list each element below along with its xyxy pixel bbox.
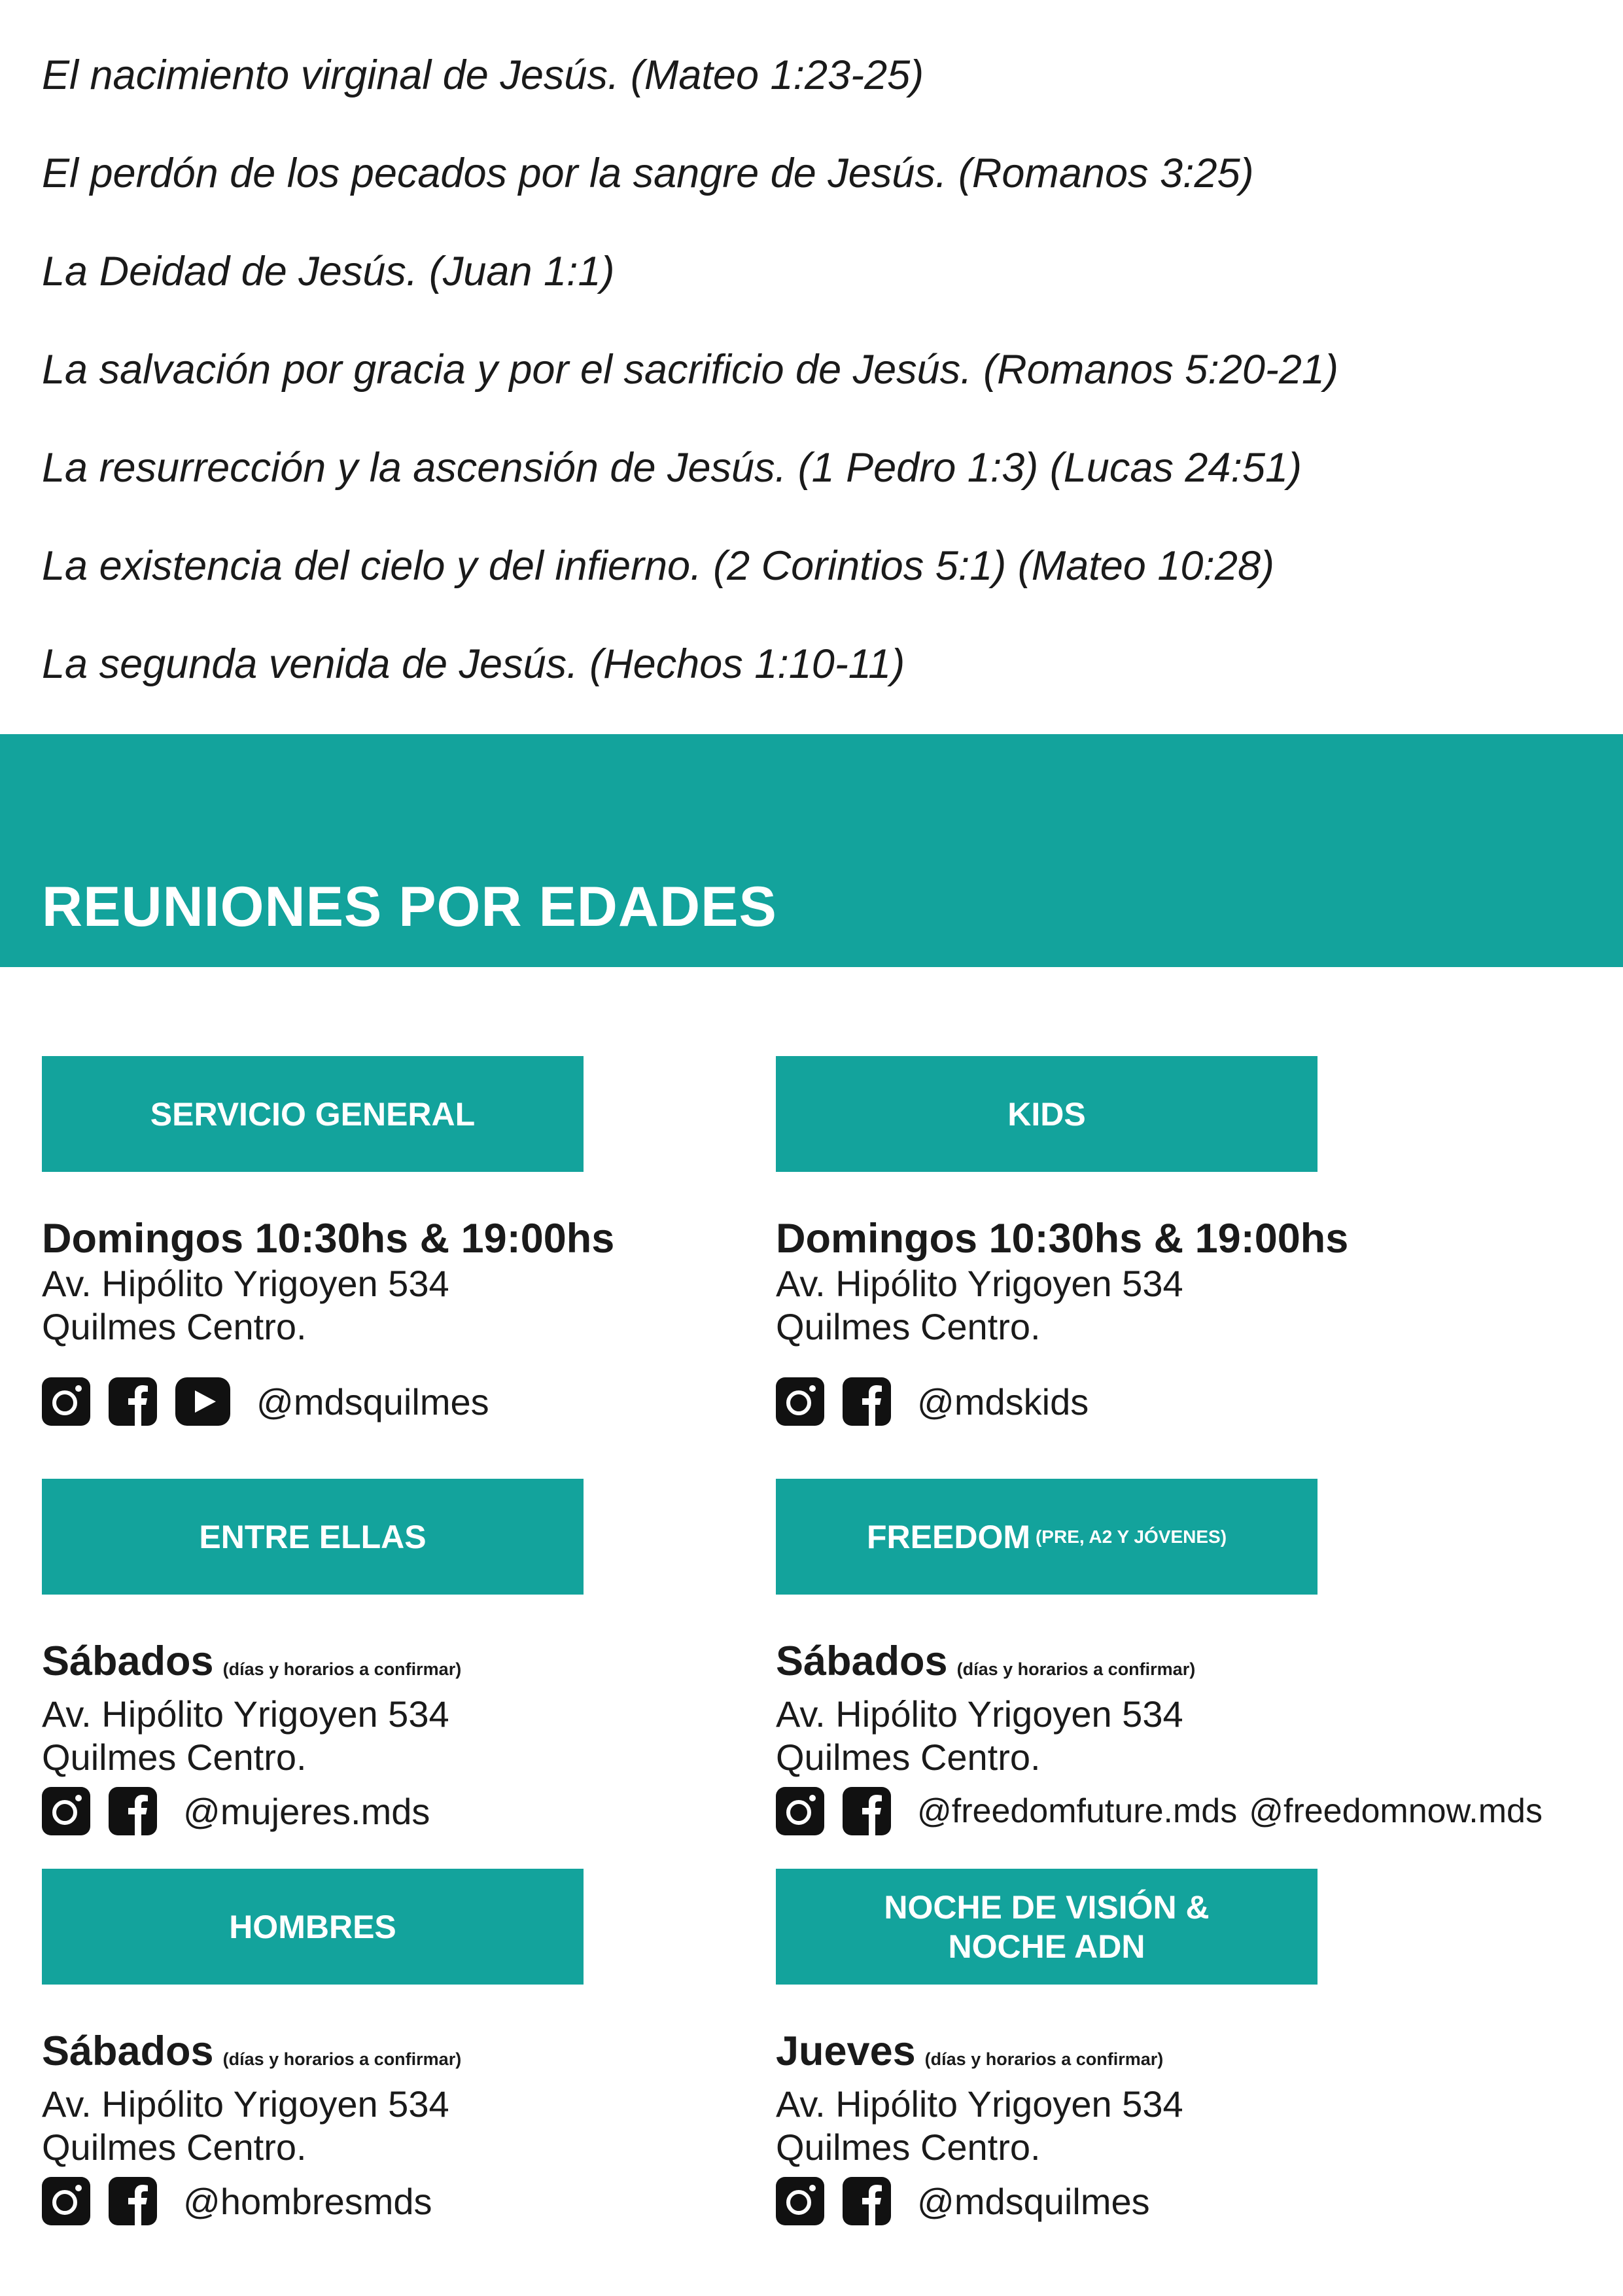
schedule-text [42, 1638, 892, 1693]
schedule-day: Sábados [42, 1638, 214, 1684]
social-links [42, 1377, 892, 1426]
schedule-day: Jueves [776, 2028, 916, 2074]
address-line: Av. Hipólito Yrigoyen 534 [776, 1693, 1183, 1735]
group-header [42, 1479, 584, 1595]
group-details [776, 1215, 1623, 1426]
instagram-icon[interactable] [776, 2177, 824, 2225]
beliefs-list [42, 26, 1546, 713]
schedule-text [776, 2028, 1623, 2083]
instagram-icon[interactable] [42, 2177, 90, 2225]
group-title: FREEDOM [866, 1518, 1030, 1555]
group-subtitle: (PRE, A2 Y JÓVENES) [1035, 1526, 1227, 1547]
instagram-icon[interactable] [42, 1787, 90, 1835]
group-details [776, 2028, 1623, 2225]
group-title: SERVICIO GENERAL [150, 1095, 476, 1133]
group-header [42, 1056, 584, 1172]
facebook-icon[interactable] [109, 1377, 157, 1426]
social-links [42, 2177, 892, 2225]
group-title: KIDS [1007, 1095, 1086, 1133]
address-line: Av. Hipólito Yrigoyen 534 [42, 1693, 449, 1735]
social-links [42, 1787, 892, 1835]
social-handle[interactable]: @mdskids [917, 1381, 1089, 1422]
belief-item: La segunda venida de Jesús. (Hechos 1:10-11) [42, 641, 905, 687]
social-handle[interactable]: @mdsquilmes [256, 1381, 489, 1422]
group-header [776, 1056, 1318, 1172]
belief-item: La Deidad de Jesús. (Juan 1:1) [42, 249, 615, 294]
address-line: Quilmes Centro. [42, 1737, 307, 1778]
address-line: Quilmes Centro. [42, 1306, 307, 1347]
address-line: Quilmes Centro. [42, 2127, 307, 2168]
schedule-note: (días y horarios a confirmar) [222, 2049, 462, 2069]
group-details [42, 1215, 892, 1426]
social-handle[interactable]: @freedomfuture.mds [917, 1792, 1238, 1830]
facebook-icon[interactable] [109, 2177, 157, 2225]
social-handle-secondary[interactable]: @freedomnow.mds [1249, 1792, 1543, 1830]
schedule-text [776, 1638, 1623, 1693]
facebook-icon[interactable] [843, 1787, 891, 1835]
social-links [776, 2177, 1623, 2225]
social-handle[interactable]: @mujeres.mds [183, 1790, 430, 1832]
address-line: Quilmes Centro. [776, 1306, 1041, 1347]
social-links [776, 1787, 1623, 1835]
address-line: Av. Hipólito Yrigoyen 534 [42, 2083, 449, 2125]
group-details [42, 1638, 892, 1835]
belief-item: La salvación por gracia y por el sacrificio de Jesús. (Romanos 5:20-21) [42, 347, 1338, 393]
belief-item: La existencia del cielo y del infierno. (2 Corintios 5:1) (Mateo 10:28) [42, 543, 1274, 589]
youtube-icon[interactable] [175, 1377, 230, 1426]
instagram-icon[interactable] [42, 1377, 90, 1426]
social-handle[interactable]: @mdsquilmes [917, 2180, 1150, 2222]
social-handle[interactable]: @hombresmds [183, 2180, 432, 2222]
address-line: Av. Hipólito Yrigoyen 534 [776, 2083, 1183, 2125]
group-title-line2: NOCHE ADN [948, 1928, 1145, 1965]
schedule-day: Sábados [42, 2028, 214, 2074]
address-line: Av. Hipólito Yrigoyen 534 [776, 1263, 1183, 1304]
schedule-note: (días y horarios a confirmar) [222, 1659, 462, 1679]
schedule-text: Domingos 10:30hs & 19:00hs [776, 1216, 1349, 1262]
group-header [776, 1479, 1318, 1595]
instagram-icon[interactable] [776, 1377, 824, 1426]
social-links [776, 1377, 1623, 1426]
belief-item: El nacimiento virginal de Jesús. (Mateo 1:23-25) [42, 52, 924, 98]
group-details [42, 2028, 892, 2225]
group-title: NOCHE DE VISIÓN & [884, 1888, 1210, 1926]
section-title: REUNIONES POR EDADES [42, 875, 777, 938]
facebook-icon[interactable] [843, 1377, 891, 1426]
address-line: Quilmes Centro. [776, 2127, 1041, 2168]
instagram-icon[interactable] [776, 1787, 824, 1835]
schedule-text [42, 2028, 892, 2083]
group-header [776, 1869, 1318, 1985]
schedule-note: (días y horarios a confirmar) [956, 1659, 1196, 1679]
belief-item: La resurrección y la ascensión de Jesús. (1 Pedro 1:3) (Lucas 24:51) [42, 445, 1302, 491]
facebook-icon[interactable] [109, 1787, 157, 1835]
schedule-note: (días y horarios a confirmar) [924, 2049, 1164, 2069]
schedule-day: Sábados [776, 1638, 948, 1684]
address-line: Av. Hipólito Yrigoyen 534 [42, 1263, 449, 1304]
group-title: ENTRE ELLAS [199, 1518, 427, 1555]
belief-item: El perdón de los pecados por la sangre de Jesús. (Romanos 3:25) [42, 150, 1254, 196]
facebook-icon[interactable] [843, 2177, 891, 2225]
schedule-text: Domingos 10:30hs & 19:00hs [42, 1216, 615, 1262]
group-title: HOMBRES [229, 1908, 396, 1945]
group-header [42, 1869, 584, 1985]
address-line: Quilmes Centro. [776, 1737, 1041, 1778]
group-details [776, 1638, 1623, 1835]
